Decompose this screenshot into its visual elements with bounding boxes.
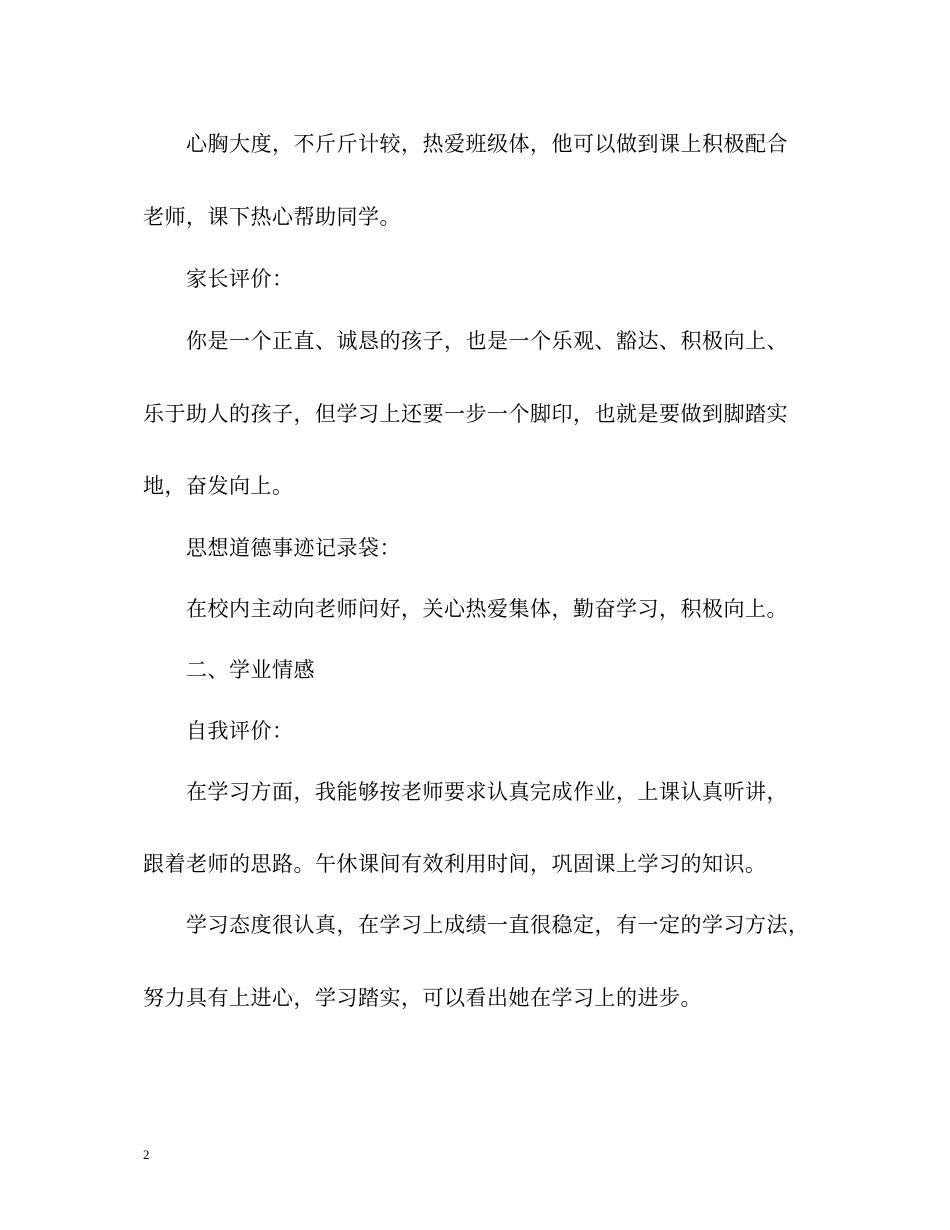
section-label: 家长评价： [186,267,294,291]
paragraph-line: 跟着老师的思路。午休课间有效利用时间，巩固课上学习的知识。 [143,852,767,876]
paragraph-line: 努力具有上进心，学习踏实，可以看出她在学习上的进步。 [143,986,702,1010]
paragraph-line: 地，奋发向上。 [143,474,294,498]
paragraph-line: 在学习方面，我能够按老师要求认真完成作业，上课认真听讲， [186,780,788,804]
page-number: 2 [143,1147,150,1162]
paragraph-line: 你是一个正直、诚恳的孩子，也是一个乐观、豁达、积极向上、 [186,329,788,353]
section-label: 自我评价： [186,719,294,743]
section-heading: 二、学业情感 [186,658,315,682]
section-label: 思想道德事迹记录袋： [186,536,401,560]
paragraph-line: 心胸大度，不斤斤计较，热爱班级体，他可以做到课上积极配合 [186,132,788,156]
paragraph-line: 乐于助人的孩子，但学习上还要一步一个脚印，也就是要做到脚踏实 [143,402,788,426]
paragraph-line: 学习态度很认真，在学习上成绩一直很稳定，有一定的学习方法， [186,913,810,937]
paragraph-line: 老师，课下热心帮助同学。 [143,205,401,229]
paragraph-line: 在校内主动向老师问好，关心热爱集体，勤奋学习，积极向上。 [186,597,788,621]
